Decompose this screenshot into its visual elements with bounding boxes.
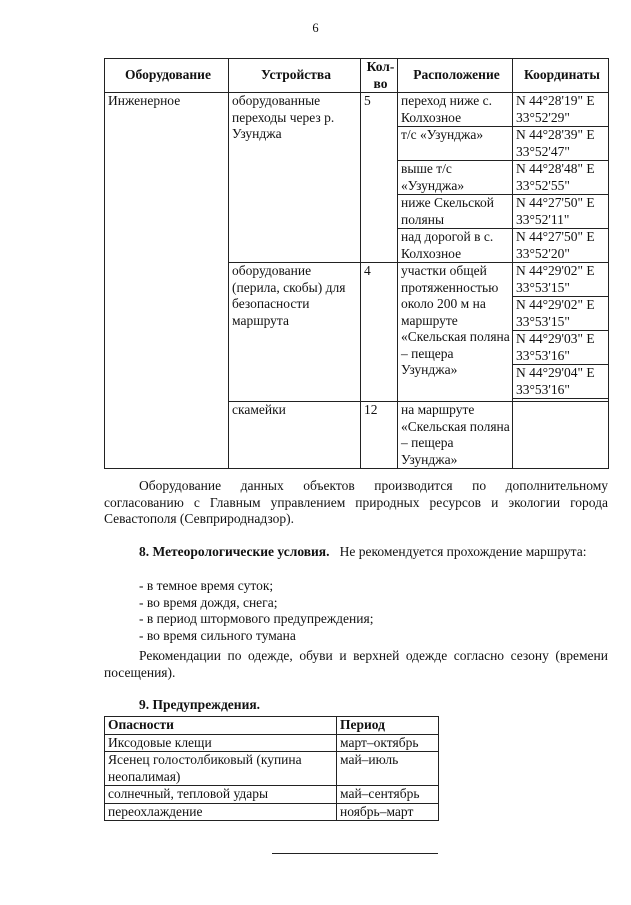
period-cell: март–октябрь bbox=[337, 734, 439, 752]
period-cell: май–сентябрь bbox=[337, 786, 439, 804]
header-count: Кол-во bbox=[361, 59, 398, 93]
header-equipment: Оборудование bbox=[105, 59, 229, 93]
header-period: Период bbox=[337, 717, 439, 735]
location-cell: выше т/с «Узунджа» bbox=[398, 161, 513, 195]
warnings-table bbox=[104, 716, 439, 821]
hazard-cell: Иксодовые клещи bbox=[105, 734, 337, 752]
hazard-cell: переохлаждение bbox=[105, 803, 337, 821]
table-header-row bbox=[105, 59, 609, 93]
table-row bbox=[105, 786, 439, 804]
period-cell: ноябрь–март bbox=[337, 803, 439, 821]
section8-intro: Не рекомендуется прохождение маршрута: bbox=[339, 544, 587, 559]
list-item: - во время сильного тумана bbox=[139, 627, 296, 643]
equipment-table bbox=[104, 58, 609, 469]
coordinates-cell: N 44°27'50" E 33°52'20" bbox=[513, 229, 609, 263]
coordinates-cell: N 44°28'19" E 33°52'29" bbox=[513, 93, 609, 127]
hazard-cell: Ясенец голостолбиковый (купина неопалимая) bbox=[105, 752, 337, 786]
location-cell: ниже Скельской поляны bbox=[398, 195, 513, 229]
table-header-row bbox=[105, 717, 439, 735]
signature-line bbox=[272, 853, 438, 854]
hazard-cell: солнечный, тепловой удары bbox=[105, 786, 337, 804]
table-row bbox=[105, 752, 439, 786]
weather-list bbox=[139, 578, 373, 644]
table-row bbox=[105, 803, 439, 821]
coordinates-cell: N 44°29'03" E 33°53'16" bbox=[513, 331, 609, 365]
section9-title: 9. Предупреждения. bbox=[139, 697, 261, 712]
count-cell: 12 bbox=[361, 402, 398, 469]
section8-heading bbox=[104, 544, 608, 561]
coordinates-cell bbox=[513, 402, 609, 469]
section8-title: 8. Метеорологические условия. bbox=[139, 544, 330, 559]
count-cell: 5 bbox=[361, 93, 398, 263]
location-cell: на маршруте «Скельская поляна – пещера Узунджа» bbox=[398, 402, 513, 469]
location-cell: над дорогой в с. Колхозное bbox=[398, 229, 513, 263]
table-row bbox=[105, 734, 439, 752]
count-cell: 4 bbox=[361, 263, 398, 402]
list-item: - во время дождя, снега; bbox=[139, 594, 278, 610]
paragraph-recommendation: Рекомендации по одежде, обуви и верхней одежде согласно сезону (времени посещения). bbox=[104, 648, 608, 680]
header-location: Расположение bbox=[398, 59, 513, 93]
location-cell: т/с «Узунджа» bbox=[398, 127, 513, 161]
location-cell: участки общей протяженностью около 200 м на маршруте «Скельская поляна – пещера Узунджа» bbox=[398, 263, 513, 402]
paragraph-coordination: Оборудование данных объектов производится по дополнительному согласованию с Главным управлением природных ресурсов и экологии города Севастополя (Севприроднадзор). bbox=[104, 478, 608, 526]
device-cell: оборудование (перила, скобы) для безопасности маршрута bbox=[229, 263, 361, 402]
page-number: 6 bbox=[312, 21, 319, 35]
header-devices: Устройства bbox=[229, 59, 361, 93]
coordinates-cell: N 44°28'39" E 33°52'47" bbox=[513, 127, 609, 161]
device-cell: оборудованные переходы через р. Узунджа bbox=[229, 93, 361, 263]
header-coordinates: Координаты bbox=[513, 59, 609, 93]
list-item: - в темное время суток; bbox=[139, 578, 274, 593]
coordinates-cell: N 44°29'02" E 33°53'15" bbox=[513, 297, 609, 331]
coordinates-cell: N 44°28'48" E 33°52'55" bbox=[513, 161, 609, 195]
device-cell: скамейки bbox=[229, 402, 361, 469]
location-cell: переход ниже с. Колхозное bbox=[398, 93, 513, 127]
coordinates-cell: N 44°29'04" E 33°53'16" bbox=[513, 365, 609, 399]
list-item: - в период штормового предупреждения; bbox=[139, 611, 374, 626]
coordinates-cell: N 44°29'02" E 33°53'15" bbox=[513, 263, 609, 297]
coordinates-cell: N 44°27'50" E 33°52'11" bbox=[513, 195, 609, 229]
category-cell: Инженерное bbox=[105, 93, 229, 469]
period-cell: май–июль bbox=[337, 752, 439, 786]
table-row bbox=[105, 93, 609, 127]
header-hazards: Опасности bbox=[105, 717, 337, 735]
